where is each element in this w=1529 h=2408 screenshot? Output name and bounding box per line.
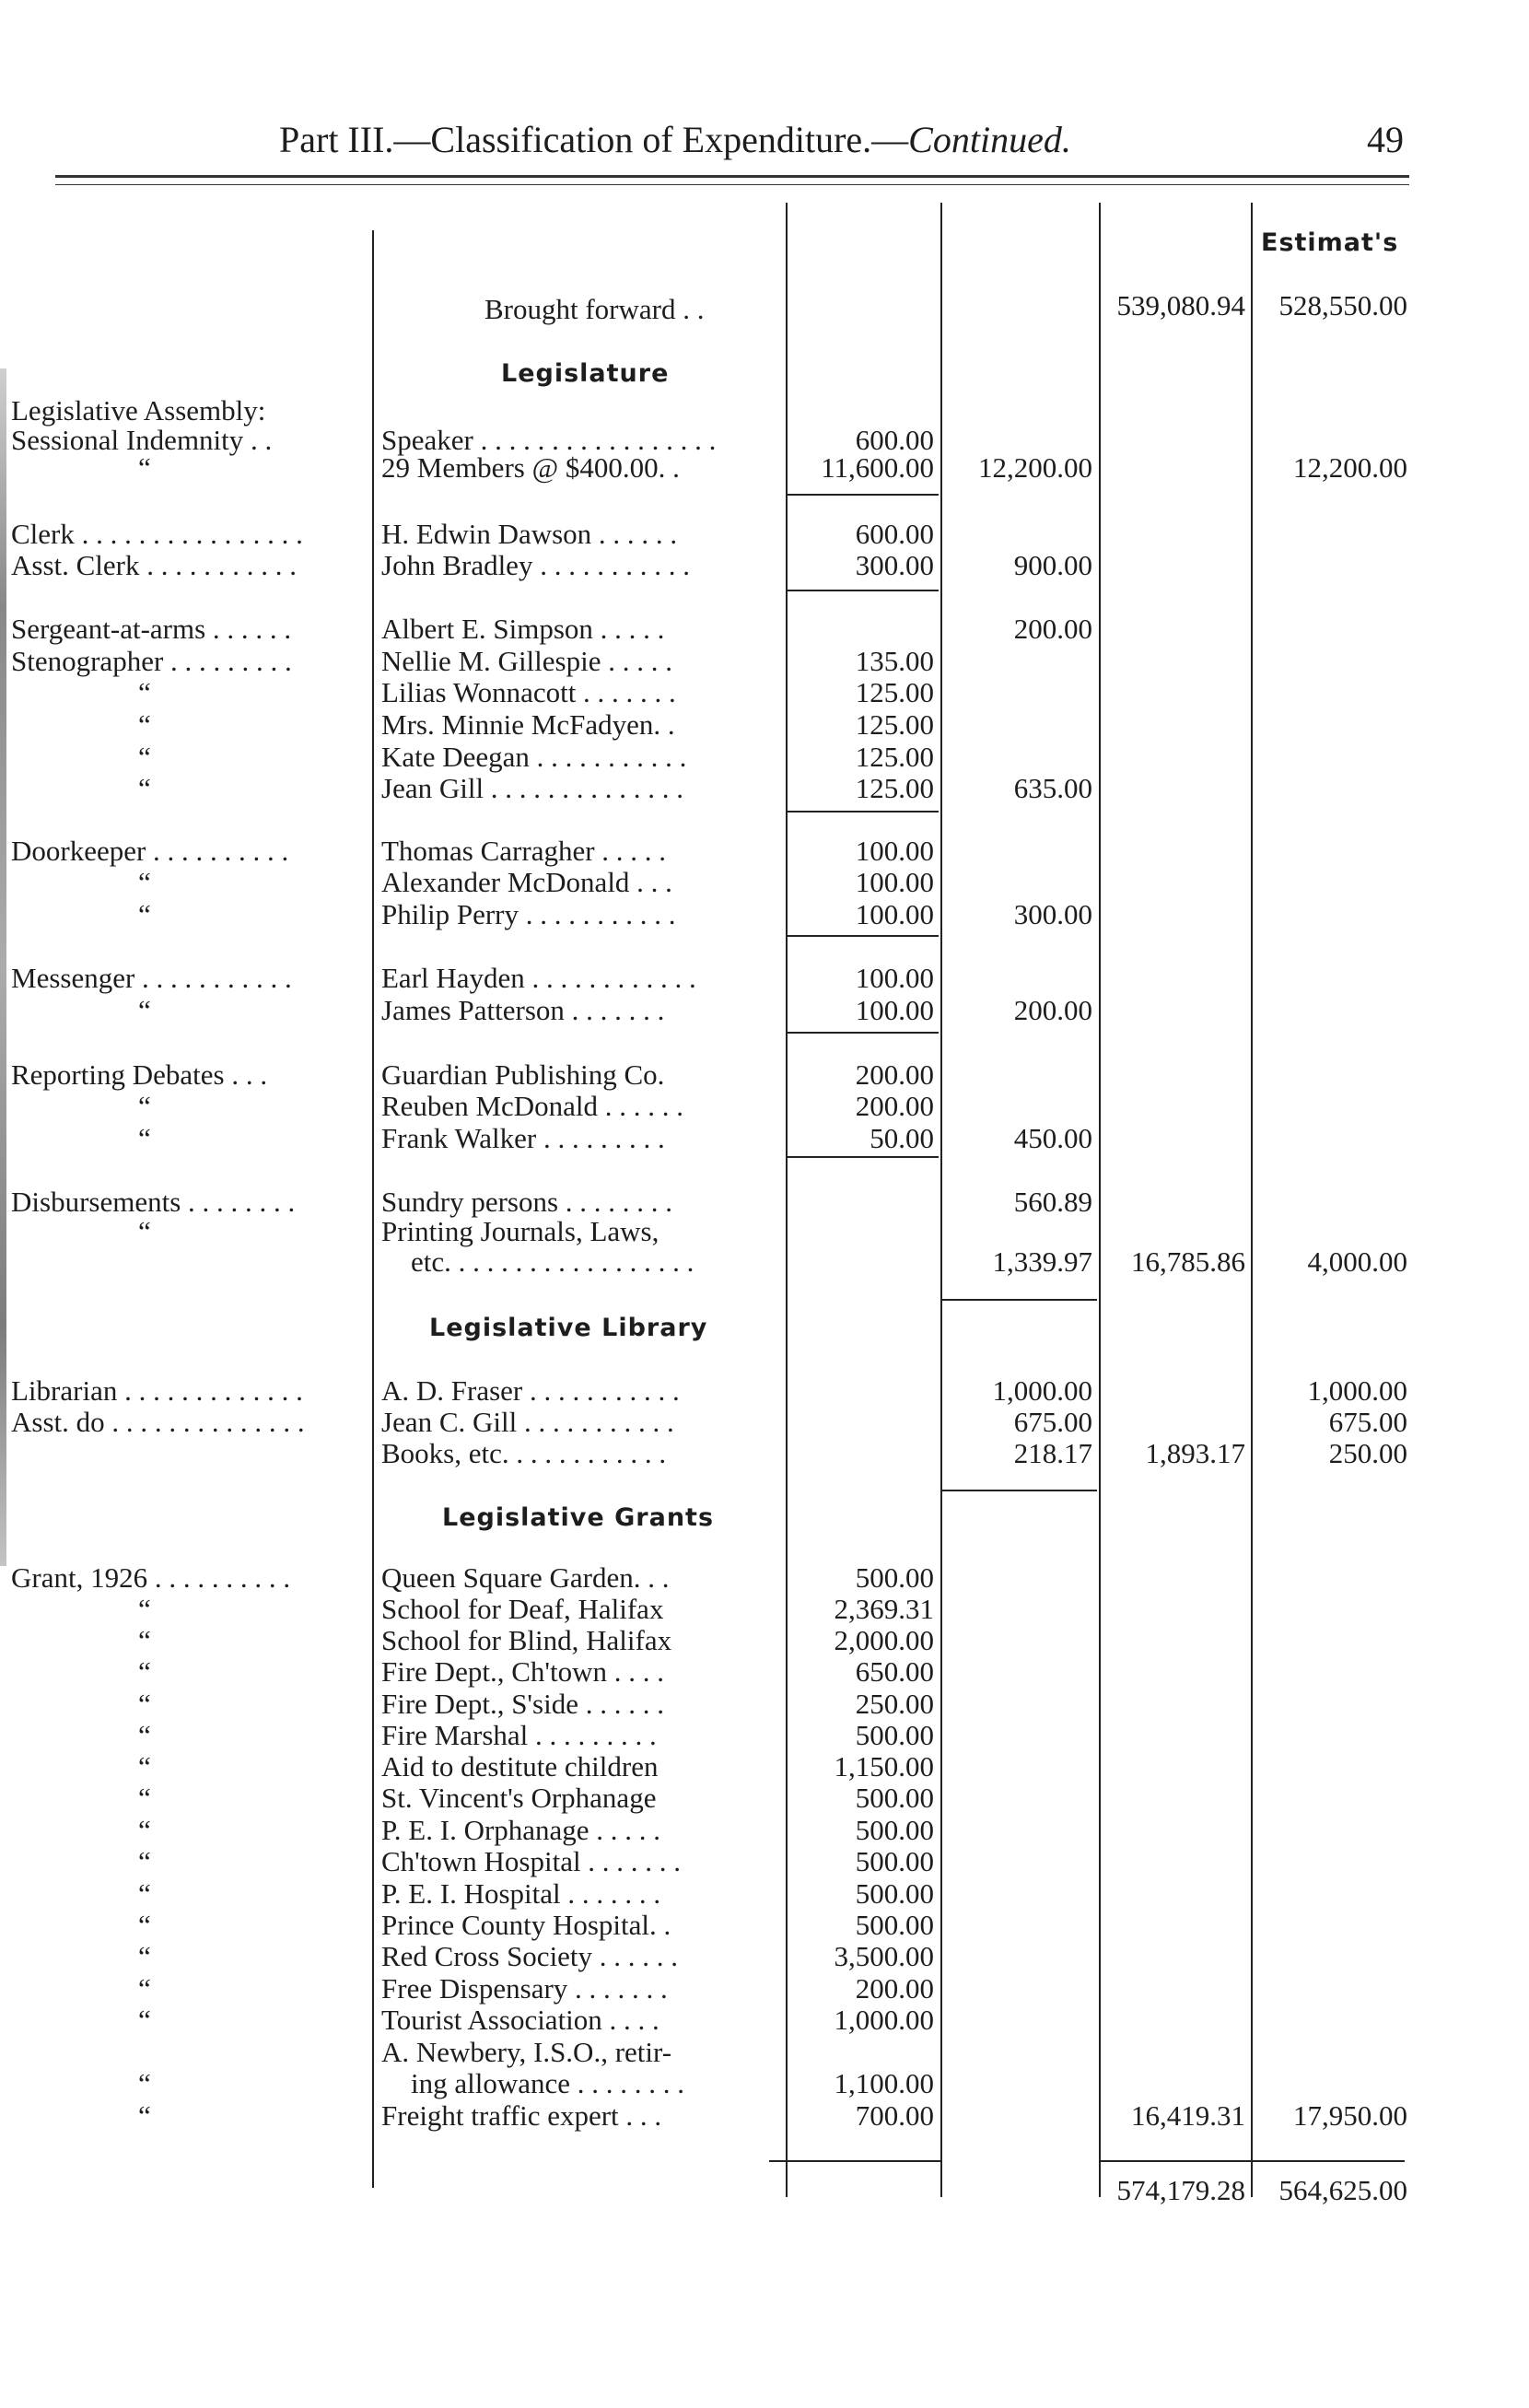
row-description: Albert E. Simpson . . . . .: [381, 613, 665, 645]
header-title-continued: Continued.: [908, 119, 1071, 160]
row-category-label: “: [138, 1624, 151, 1656]
row-description: Frank Walker . . . . . . . . .: [381, 1122, 665, 1154]
row-description: 29 Members @ $400.00. .: [381, 451, 680, 484]
scan-edge-shadow: [0, 368, 6, 1566]
row-description: Reuben McDonald . . . . . .: [381, 1090, 684, 1122]
row-category-label: “: [138, 1782, 151, 1814]
row-amount-c2: 300.00: [855, 549, 934, 581]
row-category-label: “: [138, 451, 151, 484]
row-amount-c3: 12,200.00: [978, 451, 1092, 484]
row-description: Speaker . . . . . . . . . . . . . . . . .: [381, 424, 717, 456]
row-category-label: “: [138, 994, 151, 1026]
header-title-text: Part III.—Classification of Expenditure.—: [279, 119, 909, 160]
row-amount-c3: 635.00: [1013, 772, 1092, 804]
row-amount-c2: 135.00: [855, 645, 934, 677]
row-category-label: “: [138, 772, 151, 804]
subtotal-rule: [788, 590, 939, 591]
grand-total-col4: 574,179.28: [1116, 2174, 1245, 2206]
row-category-label: “: [138, 866, 151, 898]
row-description: Lilias Wonnacott . . . . . . .: [381, 676, 676, 708]
row-description: Alexander McDonald . . .: [381, 866, 672, 898]
header-rule-thin: [55, 184, 1409, 185]
column-rule-c2: [786, 203, 788, 2197]
row-description: Freight traffic expert . . .: [381, 2099, 662, 2132]
row-amount-c2: 1,100.00: [834, 2067, 934, 2099]
row-category-label: “: [138, 1719, 151, 1751]
grand-total-col5: 564,625.00: [1278, 2174, 1407, 2206]
row-amount-c3: 450.00: [1013, 1122, 1092, 1154]
row-description: Printing Journals, Laws,: [381, 1215, 659, 1247]
row-description: Mrs. Minnie McFadyen. .: [381, 708, 675, 741]
row-category-label: “: [138, 1122, 151, 1154]
row-description: Philip Perry . . . . . . . . . . .: [381, 898, 676, 930]
subtotal-rule: [788, 1032, 939, 1034]
row-description: Jean Gill . . . . . . . . . . . . . .: [381, 772, 684, 804]
row-category-label: Asst. Clerk . . . . . . . . . . .: [11, 549, 297, 581]
estimates-column-heading: Estimat's: [1261, 228, 1399, 257]
row-description: Books, etc. . . . . . . . . . . .: [381, 1437, 667, 1469]
row-description: Queen Square Garden. . .: [381, 1561, 670, 1594]
row-amount-c2: 125.00: [855, 676, 934, 708]
row-amount-c2: 200.00: [855, 1972, 934, 2005]
row-description: St. Vincent's Orphanage: [381, 1782, 657, 1814]
row-description: Red Cross Society . . . . . .: [381, 1940, 679, 1972]
subtotal-rule: [942, 1299, 1097, 1301]
row-category-label: Messenger . . . . . . . . . . .: [11, 962, 292, 994]
row-category-label: “: [138, 1688, 151, 1720]
row-amount-c2: 100.00: [855, 866, 934, 898]
row-description: Prince County Hospital. .: [381, 1909, 671, 1941]
subtotal-rule: [788, 1156, 939, 1158]
row-category-label: Sergeant-at-arms . . . . . .: [11, 613, 292, 645]
row-category-label: Clerk . . . . . . . . . . . . . . . .: [11, 518, 303, 550]
row-description: Aid to destitute children: [381, 1750, 659, 1783]
section-legislative-library: Legislative Library: [429, 1314, 708, 1342]
row-amount-c5: 4,000.00: [1307, 1245, 1407, 1278]
row-amount-c2: 500.00: [855, 1909, 934, 1941]
row-amount-c3: 1,000.00: [992, 1374, 1092, 1407]
row-amount-c4: 1,893.17: [1145, 1437, 1245, 1469]
row-amount-c2: 125.00: [855, 741, 934, 773]
row-category-label: “: [138, 2067, 151, 2099]
subtotal-rule: [788, 494, 939, 496]
section-legislative-grants: Legislative Grants: [442, 1503, 715, 1532]
row-category-label: “: [138, 898, 151, 930]
row-description: P. E. I. Hospital . . . . . . .: [381, 1877, 661, 1910]
row-amount-c3: 675.00: [1013, 1406, 1092, 1438]
total-rule: [769, 2160, 940, 2162]
row-amount-c3: 300.00: [1013, 898, 1092, 930]
row-amount-c2: 2,369.31: [834, 1593, 934, 1625]
row-category-label: “: [138, 708, 151, 741]
row-category-label: “: [138, 741, 151, 773]
row-amount-c2: 50.00: [870, 1122, 934, 1154]
row-description: Fire Marshal . . . . . . . . .: [381, 1719, 657, 1751]
row-category-label: “: [138, 1972, 151, 2005]
row-amount-c4: 16,419.31: [1131, 2099, 1245, 2132]
row-category-label: “: [138, 1593, 151, 1625]
row-amount-c2: 500.00: [855, 1782, 934, 1814]
column-rule-c5: [1251, 203, 1253, 2197]
row-category-label: Reporting Debates . . .: [11, 1058, 268, 1091]
row-description: School for Blind, Halifax: [381, 1624, 672, 1656]
row-amount-c2: 100.00: [855, 898, 934, 930]
row-description: ing allowance . . . . . . . .: [411, 2067, 685, 2099]
row-description: H. Edwin Dawson . . . . . .: [381, 518, 678, 550]
row-amount-c5: 12,200.00: [1293, 451, 1407, 484]
row-description: John Bradley . . . . . . . . . . .: [381, 549, 690, 581]
brought-forward-col5: 528,550.00: [1278, 289, 1407, 321]
brought-forward-col4: 539,080.94: [1116, 289, 1245, 321]
brought-forward-label: Brought forward . .: [484, 293, 705, 325]
row-category-label: “: [138, 1909, 151, 1941]
row-description: Tourist Association . . . .: [381, 2004, 659, 2036]
row-description: Free Dispensary . . . . . . .: [381, 1972, 668, 2005]
row-amount-c2: 100.00: [855, 835, 934, 867]
row-amount-c3: 218.17: [1013, 1437, 1092, 1469]
page-header-title: [279, 118, 1071, 161]
row-amount-c2: 200.00: [855, 1058, 934, 1091]
row-description: Thomas Carragher . . . . .: [381, 835, 667, 867]
row-amount-c2: 500.00: [855, 1877, 934, 1910]
row-amount-c2: 11,600.00: [821, 451, 934, 484]
row-category-label: “: [138, 1750, 151, 1783]
row-amount-c5: 17,950.00: [1293, 2099, 1407, 2132]
row-amount-c2: 1,150.00: [834, 1750, 934, 1783]
row-amount-c2: 125.00: [855, 772, 934, 804]
row-description: James Patterson . . . . . . .: [381, 994, 665, 1026]
subtotal-rule: [942, 1490, 1097, 1491]
row-amount-c2: 650.00: [855, 1655, 934, 1688]
row-amount-c2: 3,500.00: [834, 1940, 934, 1972]
row-amount-c3: 560.89: [1013, 1186, 1092, 1218]
row-amount-c2: 600.00: [855, 424, 934, 456]
row-description: Ch'town Hospital . . . . . . .: [381, 1845, 682, 1877]
row-amount-c5: 250.00: [1328, 1437, 1407, 1469]
row-category-label: “: [138, 1845, 151, 1877]
row-amount-c2: 500.00: [855, 1561, 934, 1594]
row-description: Earl Hayden . . . . . . . . . . . .: [381, 962, 696, 994]
row-amount-c3: 900.00: [1013, 549, 1092, 581]
row-category-label: “: [138, 1814, 151, 1846]
row-category-label: Doorkeeper . . . . . . . . . .: [11, 835, 289, 867]
row-amount-c3: 1,339.97: [992, 1245, 1092, 1278]
row-category-label: Librarian . . . . . . . . . . . . .: [11, 1374, 303, 1407]
row-category-label: “: [138, 2099, 151, 2132]
row-description: A. Newbery, I.S.O., retir-: [381, 2036, 672, 2068]
row-category-label: Legislative Assembly:: [11, 394, 266, 427]
row-category-label: “: [138, 1090, 151, 1122]
row-amount-c3: 200.00: [1013, 613, 1092, 645]
row-category-label: Stenographer . . . . . . . . .: [11, 645, 292, 677]
row-description: School for Deaf, Halifax: [381, 1593, 664, 1625]
row-description: Sundry persons . . . . . . . .: [381, 1186, 673, 1218]
row-description: Fire Dept., S'side . . . . . .: [381, 1688, 664, 1720]
row-amount-c2: 100.00: [855, 994, 934, 1026]
row-amount-c4: 16,785.86: [1131, 1245, 1245, 1278]
row-description: etc. . . . . . . . . . . . . . . . . .: [411, 1245, 694, 1278]
subtotal-rule: [788, 811, 939, 812]
row-category-label: “: [138, 1655, 151, 1688]
row-category-label: “: [138, 2004, 151, 2036]
row-amount-c2: 600.00: [855, 518, 934, 550]
row-amount-c2: 500.00: [855, 1814, 934, 1846]
row-amount-c2: 100.00: [855, 962, 934, 994]
column-rule-c3: [940, 203, 942, 2197]
row-amount-c2: 500.00: [855, 1719, 934, 1751]
row-category-label: “: [138, 676, 151, 708]
row-description: Jean C. Gill . . . . . . . . . . .: [381, 1406, 674, 1438]
row-category-label: “: [138, 1877, 151, 1910]
page-number: 49: [1367, 119, 1404, 160]
row-description: Kate Deegan . . . . . . . . . . .: [381, 741, 687, 773]
row-description: Fire Dept., Ch'town . . . .: [381, 1655, 664, 1688]
row-amount-c2: 200.00: [855, 1090, 934, 1122]
row-amount-c2: 2,000.00: [834, 1624, 934, 1656]
header-rule: [55, 175, 1409, 178]
row-description: Nellie M. Gillespie . . . . .: [381, 645, 672, 677]
row-amount-c3: 200.00: [1013, 994, 1092, 1026]
row-description: A. D. Fraser . . . . . . . . . . .: [381, 1374, 680, 1407]
row-category-label: Grant, 1926 . . . . . . . . . .: [11, 1561, 291, 1594]
row-category-label: Sessional Indemnity . .: [11, 424, 273, 456]
row-amount-c2: 700.00: [855, 2099, 934, 2132]
row-category-label: Asst. do . . . . . . . . . . . . . .: [11, 1406, 305, 1438]
total-rule: [1101, 2160, 1405, 2162]
column-rule-c4: [1099, 203, 1101, 2197]
row-amount-c2: 500.00: [855, 1845, 934, 1877]
row-amount-c2: 1,000.00: [834, 2004, 934, 2036]
row-description: Guardian Publishing Co.: [381, 1058, 665, 1091]
row-amount-c2: 125.00: [855, 708, 934, 741]
subtotal-rule: [788, 935, 939, 937]
row-amount-c5: 675.00: [1328, 1406, 1407, 1438]
row-description: P. E. I. Orphanage . . . . .: [381, 1814, 661, 1846]
row-amount-c2: 250.00: [855, 1688, 934, 1720]
row-amount-c5: 1,000.00: [1307, 1374, 1407, 1407]
column-rule-desc: [372, 230, 374, 2188]
row-category-label: “: [138, 1940, 151, 1972]
section-legislature: Legislature: [501, 359, 670, 388]
row-category-label: Disbursements . . . . . . . .: [11, 1186, 296, 1218]
row-category-label: “: [138, 1215, 151, 1247]
